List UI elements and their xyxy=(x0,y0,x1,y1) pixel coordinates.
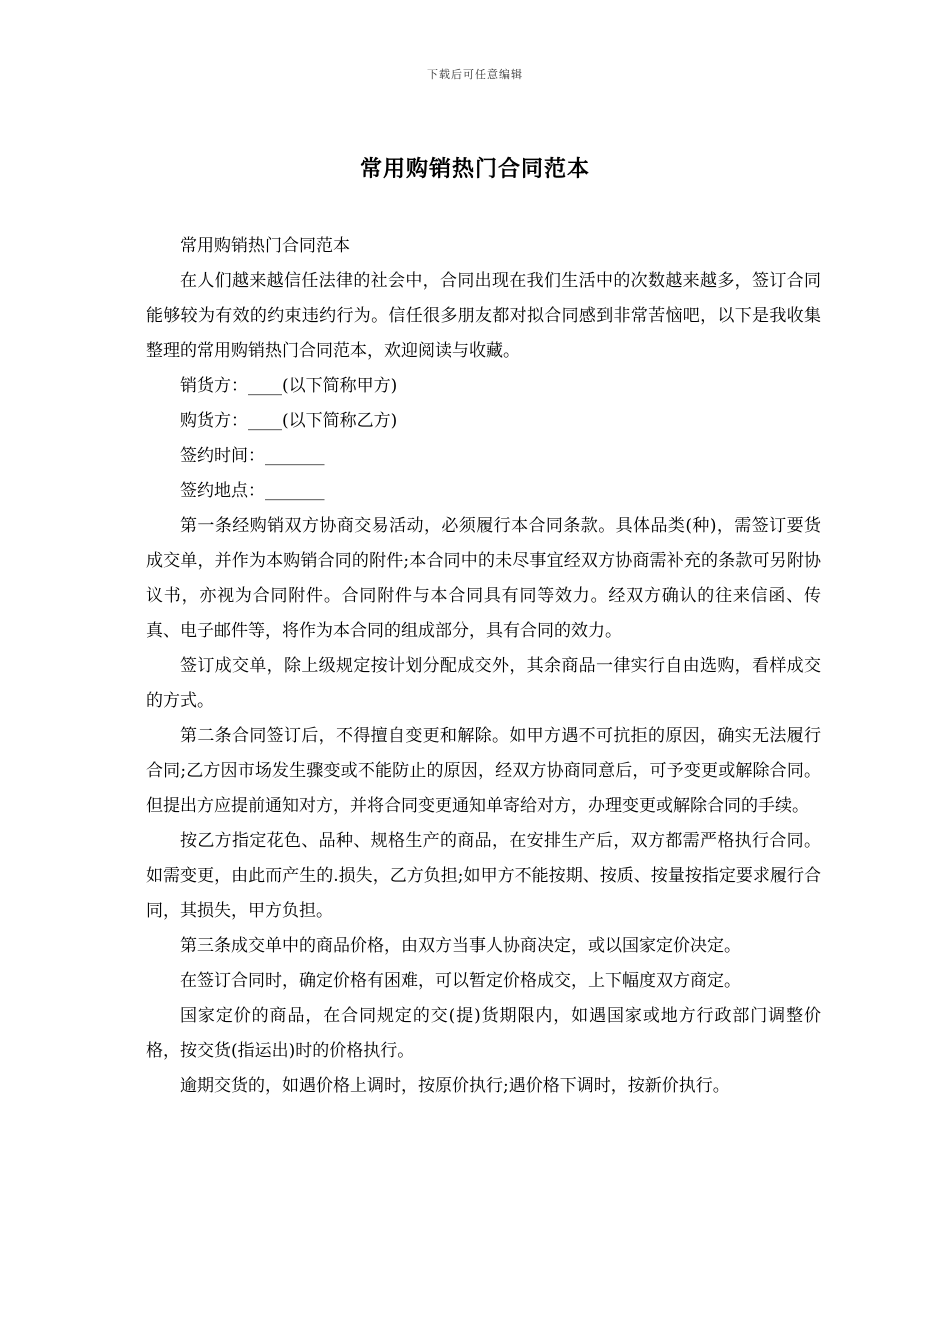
paragraph-buyer: 购货方：____(以下简称乙方) xyxy=(180,411,398,431)
paragraph-article-1: 第一条经购销双方协商交易活动，必须履行本合同条款。具体品类(种)，需签订要货成交单，并作为本购销合同的附件;本合同中的未尽事宜经双方协商需补充的条款可另附协议书，亦视为合同附件。合同附件与本合同具有同等效力。经双方确认的往来信函、传真、电子邮件等，将作为本合同的组成部分，具有合同的效力。 xyxy=(146,516,821,641)
paragraph-seller: 销货方：____(以下简称甲方) xyxy=(180,376,398,396)
paragraph-article-3-price-tentative: 在签订合同时，确定价格有困难，可以暂定价格成交，上下幅度双方商定。 xyxy=(180,971,741,991)
header-note: 下载后可任意编辑 xyxy=(427,68,523,81)
paragraph-article-3: 第三条成交单中的商品价格，由双方当事人协商决定，或以国家定价决定。 xyxy=(180,936,741,956)
document-body xyxy=(146,229,821,1104)
paragraph-article-3-state-price: 国家定价的商品，在合同规定的交(提)货期限内，如遇国家或地方行政部门调整价格，按交货(指运出)时的价格执行。 xyxy=(146,1006,821,1061)
paragraph-intro: 在人们越来越信任法律的社会中，合同出现在我们生活中的次数越来越多，签订合同能够较为有效的约束违约行为。信任很多朋友都对拟合同感到非常苦恼吧，以下是我收集整理的常用购销热门合同范本，欢迎阅读与收藏。 xyxy=(146,271,821,361)
paragraph-article-2-note: 按乙方指定花色、品种、规格生产的商品，在安排生产后，双方都需严格执行合同。如需变更，由此而产生的.损失，乙方负担;如甲方不能按期、按质、按量按指定要求履行合同，其损失，甲方负担。 xyxy=(146,831,821,921)
document-title: 常用购销热门合同范本 xyxy=(359,156,590,182)
paragraph-signing-place: 签约地点：_______ xyxy=(180,481,325,501)
paragraph-article-2: 第二条合同签订后，不得擅自变更和解除。如甲方遇不可抗拒的原因，确实无法履行合同;乙方因市场发生骤变或不能防止的原因，经双方协商同意后，可予变更或解除合同。但提出方应提前通知对方，并将合同变更通知单寄给对方，办理变更或解除合同的手续。 xyxy=(146,726,821,816)
paragraph-signing-time: 签约时间：_______ xyxy=(180,446,325,466)
paragraph-article-3-late-delivery: 逾期交货的，如遇价格上调时，按原价执行;遇价格下调时，按新价执行。 xyxy=(180,1076,730,1096)
paragraph-intro-title: 常用购销热门合同范本 xyxy=(180,236,350,256)
paragraph-article-1-note: 签订成交单，除上级规定按计划分配成交外，其余商品一律实行自由选购，看样成交的方式。 xyxy=(146,656,821,711)
